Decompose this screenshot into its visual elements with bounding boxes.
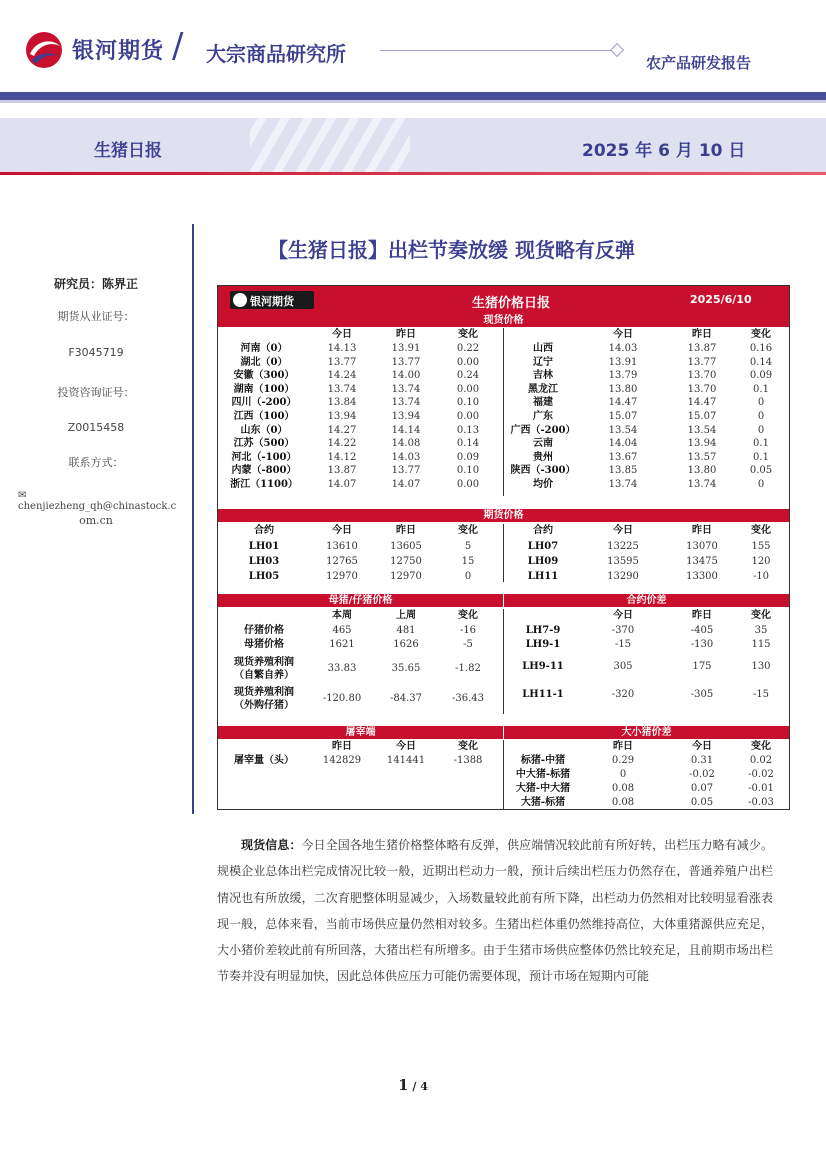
price-cell: 0 [757, 411, 765, 422]
price-cell: 13.74 [608, 479, 638, 490]
email-link-cont[interactable]: om.cn [79, 514, 113, 527]
price-cell: 14.00 [391, 370, 421, 382]
column-header: 今日 [692, 741, 712, 752]
value-cell: 35 [754, 625, 768, 636]
value-cell: -405 [690, 625, 714, 636]
price-cell: 13.77 [327, 356, 357, 368]
commentary-text: 今日全国各地生猪价格整体略有反弹，供应端情况较此前有所好转，出栏压力略有减少。规模企业总体出栏完成情况比较一般，近期出栏动力一般，预计后续出栏压力仍然存在，普通养殖户出栏情况也有所放缓，二次育肥整体明显减少，入场数量较此前有所下降，出栏动力仍然相对比较明显看涨表现一般，总体来看，当前市场供应量仍然相对较多。生猪出栏体重仍然维持高位，大体重猪源供应充足，大小猪价差较此前有所回落，大猪出栏有所增多。由于生猪市场供应整体仍然比较充足，且前期市场出栏节奏并没有明显加快，因此总体供应压力可能仍需要体现，预计市场在短期内可能 [217, 838, 773, 984]
band-red-rule [0, 172, 826, 175]
value-cell: -36.43 [451, 693, 485, 704]
price-cell: 13.57 [687, 451, 717, 463]
price-cell: 0.10 [456, 397, 480, 409]
metric-label: 母猪价格 [244, 639, 284, 650]
price-cell: 0.10 [456, 465, 480, 477]
section-spread: 合约价差 [504, 594, 789, 607]
column-header: 昨日 [692, 610, 712, 621]
value-cell: -16 [459, 625, 477, 636]
spread-label: 大猪-标猪 [520, 797, 566, 808]
value-cell: -1.82 [455, 663, 481, 674]
price-cell: 0.09 [456, 451, 480, 463]
value-cell: 0.08 [611, 783, 635, 794]
section-futures: 期货价格 [218, 509, 789, 522]
price-cell: 15.07 [687, 411, 717, 422]
metric-label: 仔猪价格 [244, 625, 284, 636]
analyst-name: 研究员：陈界正 [53, 277, 138, 291]
diamond-icon [610, 43, 624, 57]
price-cell: 12765 [326, 556, 358, 567]
price-cell: 13595 [607, 556, 639, 567]
column-header: 变化 [458, 610, 478, 621]
price-cell: 0.00 [456, 411, 480, 422]
value-cell: -370 [611, 625, 635, 636]
price-cell: 13.70 [687, 370, 717, 382]
price-cell: 12970 [390, 571, 422, 582]
consult-label: 投资咨询证号： [57, 386, 135, 399]
value-cell: 142829 [322, 755, 362, 766]
column-header: 今日 [332, 329, 352, 340]
price-cell: 14.47 [608, 397, 638, 409]
column-header: 昨日 [396, 329, 416, 340]
spread-label: LH7-9 [525, 625, 561, 636]
spread-label: 标猪-中猪 [520, 755, 566, 766]
region-label: 广东 [533, 411, 553, 422]
page-sep: / [408, 1080, 421, 1093]
column-header: 昨日 [692, 525, 712, 536]
price-cell: 13.77 [391, 356, 421, 368]
price-cell: 0.00 [456, 383, 480, 395]
value-cell: -305 [690, 689, 714, 700]
value-cell: 130 [751, 661, 771, 672]
value-cell: 465 [332, 625, 352, 636]
page-number [0, 1076, 826, 1094]
column-header: 昨日 [613, 741, 633, 752]
price-cell: 0.09 [749, 370, 773, 382]
column-header: 合约 [254, 525, 274, 536]
value-cell: 0.07 [690, 783, 714, 794]
spread-label: 大猪-中大猪 [515, 783, 571, 794]
price-cell: 0.14 [749, 356, 773, 368]
column-header: 上周 [396, 610, 416, 621]
metric-label-sub: （自繁自养） [234, 670, 294, 681]
band-title: 生猪日报 [94, 141, 162, 161]
value-cell: -0.03 [748, 797, 774, 808]
value-cell: 0.31 [690, 755, 714, 766]
price-cell: 0.24 [456, 370, 480, 382]
column-header: 变化 [751, 525, 771, 536]
column-header: 昨日 [692, 329, 712, 340]
value-cell: 35.65 [391, 663, 421, 674]
metric-label: 屠宰量（头） [234, 755, 294, 766]
region-label: 云南 [533, 438, 553, 450]
page-title: 【生猪日报】出栏节奏放缓 现货略有反弹 [268, 238, 635, 262]
header-rule [380, 50, 620, 51]
value-cell: 175 [692, 661, 712, 672]
value-cell: 33.83 [327, 663, 357, 674]
spread-label: LH11-1 [522, 689, 564, 700]
price-cell: 13610 [326, 541, 358, 552]
value-cell: 0.05 [690, 797, 714, 808]
page-total: 4 [420, 1080, 428, 1093]
page-current: 1 [398, 1076, 409, 1094]
section-slaughter: 屠宰端 [218, 726, 503, 739]
price-cell: 13.74 [327, 383, 357, 395]
contract-label: LH01 [248, 541, 280, 552]
email-link[interactable]: ✉chenjiezheng_qh@chinastock.c [18, 490, 177, 512]
region-label: 江西（100） [233, 411, 295, 422]
contract-label: LH09 [527, 556, 559, 567]
price-cell: 13.54 [608, 424, 638, 436]
spread-label: 中大猪-标猪 [515, 769, 571, 780]
region-label: 江苏（500） [233, 438, 295, 450]
galaxy-futures-logo [22, 30, 66, 70]
price-cell: 0.14 [456, 438, 480, 450]
price-cell: 15.07 [608, 411, 638, 422]
region-label: 福建 [533, 397, 553, 409]
contract-label: LH05 [248, 571, 280, 582]
column-header: 昨日 [396, 525, 416, 536]
price-cell: 13300 [686, 571, 718, 582]
region-label: 广西（-200） [510, 424, 576, 436]
region-label: 吉林 [533, 370, 553, 382]
column-header: 昨日 [332, 741, 352, 752]
value-cell: 0 [619, 769, 627, 780]
price-cell: 13.79 [608, 370, 638, 382]
column-divider [503, 609, 504, 714]
region-label: 湖北（0） [240, 356, 288, 368]
region-label: 安徽（300） [233, 370, 295, 382]
price-cell: 13290 [607, 571, 639, 582]
spread-label: LH9-11 [522, 661, 564, 672]
price-cell: 14.12 [327, 451, 357, 463]
license-label: 期货从业证号： [57, 310, 135, 323]
value-cell: -130 [690, 639, 714, 650]
column-header: 合约 [533, 525, 553, 536]
region-label: 均价 [533, 479, 553, 490]
price-cell: 14.03 [608, 343, 638, 354]
price-cell: 13.91 [608, 356, 638, 368]
section-sow: 母猪/仔猪价格 [218, 594, 503, 607]
value-cell: -15 [614, 639, 632, 650]
value-cell: 0.08 [611, 797, 635, 808]
institute-name: 大宗商品研究所 [206, 42, 346, 66]
value-cell: -15 [752, 689, 770, 700]
price-cell: 0 [757, 424, 765, 436]
value-cell: -320 [611, 689, 635, 700]
sidebar-divider [192, 224, 194, 814]
value-cell: 0.29 [611, 755, 635, 766]
value-cell: -120.80 [322, 693, 362, 704]
price-cell: 0.1 [753, 383, 769, 395]
price-cell: 14.14 [391, 424, 421, 436]
price-cell: 14.22 [327, 438, 357, 450]
price-cell: 0 [464, 571, 472, 582]
price-cell: 13070 [686, 541, 718, 552]
region-label: 河北（-100） [231, 451, 297, 463]
license-value: F3045719 [68, 346, 124, 359]
price-cell: 13.74 [391, 397, 421, 409]
table-header [218, 286, 789, 314]
column-divider [503, 740, 504, 810]
price-cell: 13.77 [391, 465, 421, 477]
price-cell: 13.85 [608, 465, 638, 477]
price-cell: 13225 [607, 541, 639, 552]
region-label: 内蒙（-800） [231, 465, 297, 477]
price-cell: 13.67 [608, 451, 638, 463]
column-header: 本周 [332, 610, 352, 621]
value-cell: -5 [463, 639, 473, 650]
table-logo [230, 291, 314, 309]
value-cell: -1388 [453, 755, 483, 766]
report-date: 2025 年 6 月 10 日 [582, 141, 746, 161]
header-stripe-light [0, 100, 826, 103]
price-cell: 13.74 [687, 479, 717, 490]
price-cell: 155 [751, 541, 771, 552]
price-cell: 0.16 [749, 343, 773, 354]
column-header: 今日 [396, 741, 416, 752]
value-cell: 0.02 [749, 755, 773, 766]
region-label: 陕西（-300） [510, 465, 576, 477]
price-cell: 0.00 [456, 356, 480, 368]
contact-label: 联系方式： [68, 456, 124, 469]
price-cell: 13.91 [391, 343, 421, 354]
region-label: 山东（0） [240, 424, 288, 436]
price-cell: 14.27 [327, 424, 357, 436]
column-header: 变化 [458, 525, 478, 536]
price-cell: 120 [751, 556, 771, 567]
price-cell: 14.07 [391, 479, 421, 490]
band-hatch [250, 118, 410, 174]
column-header: 今日 [332, 525, 352, 536]
logo-mark-icon [233, 293, 247, 307]
price-cell: 13.87 [327, 465, 357, 477]
contract-label: LH11 [527, 571, 559, 582]
price-cell: 12750 [390, 556, 422, 567]
price-cell: 0.05 [749, 465, 773, 477]
region-label: 四川（-200） [231, 397, 297, 409]
price-table [217, 285, 790, 810]
price-cell: 0 [757, 479, 765, 490]
region-label: 贵州 [533, 451, 553, 463]
price-cell: 13.94 [391, 411, 421, 422]
price-cell: 0.00 [456, 479, 480, 490]
column-header: 变化 [751, 741, 771, 752]
header-slash: / [172, 26, 184, 66]
contract-label: LH03 [248, 556, 280, 567]
commentary-lead: 现货信息： [241, 838, 302, 852]
column-header: 今日 [613, 525, 633, 536]
metric-label: 现货养殖利润 [234, 687, 294, 698]
price-cell: 13.94 [327, 411, 357, 422]
header-stripe [0, 92, 826, 100]
value-cell: -0.02 [689, 769, 715, 780]
region-label: 河南（0） [240, 343, 288, 354]
region-label: 辽宁 [533, 356, 553, 368]
region-label: 山西 [533, 343, 553, 354]
column-divider [503, 328, 504, 496]
value-cell: 141441 [386, 755, 426, 766]
price-cell: 0.13 [456, 424, 480, 436]
table-date: 2025/6/10 [690, 293, 752, 306]
spread-label: LH9-1 [525, 639, 561, 650]
price-cell: 0.1 [753, 438, 769, 450]
column-header: 变化 [751, 610, 771, 621]
section-spot: 现货价格 [218, 314, 789, 327]
column-header: 今日 [613, 610, 633, 621]
price-cell: 13.54 [687, 424, 717, 436]
price-cell: 15 [461, 556, 475, 567]
column-header: 变化 [458, 329, 478, 340]
column-divider [503, 524, 504, 582]
price-cell: 13.80 [608, 383, 638, 395]
price-cell: 13605 [390, 541, 422, 552]
value-cell: -0.01 [748, 783, 774, 794]
metric-label: 现货养殖利润 [234, 657, 294, 668]
brand-name: 银河期货 [72, 39, 165, 64]
price-cell: 14.04 [608, 438, 638, 450]
value-cell: 1621 [329, 639, 355, 650]
region-label: 湖南（100） [233, 383, 295, 395]
price-cell: -10 [752, 571, 770, 582]
value-cell: 1626 [393, 639, 419, 650]
region-label: 黑龙江 [528, 383, 558, 395]
report-type: 农产品研发报告 [646, 54, 752, 72]
price-cell: 12970 [326, 571, 358, 582]
column-header: 今日 [613, 329, 633, 340]
region-label: 浙江（1100） [230, 479, 298, 490]
price-cell: 14.08 [391, 438, 421, 450]
price-cell: 13.80 [687, 465, 717, 477]
value-cell: -84.37 [389, 693, 423, 704]
section-size-spread: 大小猪价差 [504, 726, 789, 739]
price-cell: 13475 [686, 556, 718, 567]
price-cell: 14.07 [327, 479, 357, 490]
contract-label: LH07 [527, 541, 559, 552]
price-cell: 14.47 [687, 397, 717, 409]
value-cell: 481 [396, 625, 416, 636]
price-cell: 14.24 [327, 370, 357, 382]
price-cell: 0.1 [753, 451, 769, 463]
price-cell: 14.03 [391, 451, 421, 463]
price-cell: 13.70 [687, 383, 717, 395]
price-cell: 5 [464, 541, 472, 552]
table-title: 生猪价格日报 [472, 296, 551, 311]
consult-value: Z0015458 [67, 421, 125, 434]
column-header: 变化 [458, 741, 478, 752]
metric-label-sub: （外购仔猪） [234, 700, 294, 711]
value-cell: -0.02 [748, 769, 774, 780]
price-cell: 13.84 [327, 397, 357, 409]
price-cell: 13.87 [687, 343, 717, 354]
spot-commentary [217, 832, 773, 990]
price-cell: 0.22 [456, 343, 480, 354]
price-cell: 13.74 [391, 383, 421, 395]
value-cell: 115 [751, 639, 771, 650]
column-header: 变化 [751, 329, 771, 340]
value-cell: 305 [613, 661, 633, 672]
price-cell: 13.77 [687, 356, 717, 368]
table-logo-text: 银河期货 [250, 295, 294, 308]
price-cell: 13.94 [687, 438, 717, 450]
price-cell: 14.13 [327, 343, 357, 354]
price-cell: 0 [757, 397, 765, 409]
